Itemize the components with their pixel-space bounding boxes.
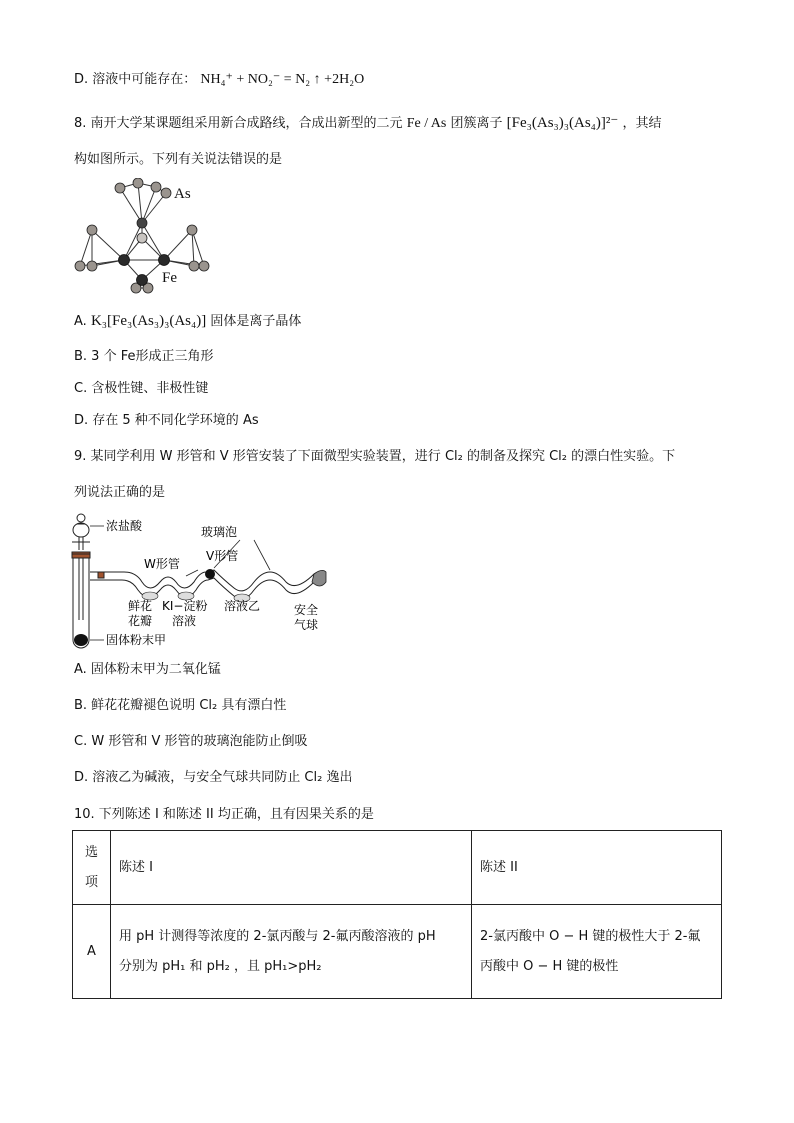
- row-a-statement-1-line2: 分别为 pH₁ 和 pH₂ ，且 pH₁>pH₂: [119, 958, 322, 974]
- row-a-option: A: [73, 905, 111, 999]
- ki-starch-label-2: 溶液: [172, 614, 197, 628]
- glass-bulb-label: 玻璃泡: [201, 525, 238, 539]
- cluster-structure-figure: [72, 178, 222, 298]
- q8-stem-line2: 构如图所示。下列有关说法错误的是: [74, 152, 283, 167]
- q8-stem-start: 8. 南开大学某课题组采用新合成路线，合成出新型的二元: [74, 116, 403, 131]
- fe-label: Fe: [162, 270, 177, 286]
- row-a-statement-2-line2: 丙酸中 O − H 键的极性: [480, 958, 619, 974]
- safety-balloon-label-1: 安全: [294, 603, 319, 617]
- header-option-cell: [73, 831, 111, 905]
- header-option-line1: 选: [84, 844, 98, 860]
- glass-bulb: [205, 569, 215, 579]
- q9-stem-line2: 列说法正确的是: [74, 485, 166, 500]
- q8-option-a: [74, 311, 301, 332]
- dropper-funnel: [72, 514, 90, 550]
- row-a-statement-2-line1: 2-氯丙酸中 O − H 键的极性大于 2-氟: [480, 928, 701, 944]
- q8-option-a-text: 固体是离子晶体: [210, 314, 302, 329]
- q9-option-a: A. 固体粉末甲为二氧化锰: [74, 662, 221, 677]
- q9-option-b: B. 鲜花花瓣褪色说明 Cl₂ 具有漂白性: [74, 698, 287, 713]
- q8-stem-mid: 团簇离子: [450, 116, 503, 131]
- q8-option-a-label: A.: [74, 314, 87, 329]
- q8-stem-formula: [Fe₃(As₃)₃(As₄)]²⁻: [506, 115, 619, 131]
- q7-option-d: [74, 70, 364, 90]
- q8-stem-line1: [74, 113, 661, 134]
- q9-option-d: D. 溶液乙为碱液，与安全气球共同防止 Cl₂ 逸出: [74, 770, 353, 785]
- header-statement-1: 陈述 I: [111, 831, 472, 905]
- q8-option-d: D. 存在 5 种不同化学环境的 As: [74, 413, 259, 428]
- q8-option-c: C. 含极性键、非极性键: [74, 381, 209, 396]
- apparatus-figure: [64, 510, 334, 658]
- row-a-statement-1: [111, 905, 472, 999]
- q8-option-b: B. 3 个 Fe形成正三角形: [74, 349, 214, 364]
- label-leaders: [90, 526, 270, 576]
- row-a-statement-1-line1: 用 pH 计测得等浓度的 2-氯丙酸与 2-氟丙酸溶液的 pH: [119, 928, 436, 944]
- solid-powder-label: 固体粉末甲: [106, 633, 167, 647]
- q9-option-c: C. W 形管和 V 形管的玻璃泡能防止倒吸: [74, 734, 308, 749]
- safety-balloon-label-2: 气球: [294, 618, 319, 632]
- petal-label-2: 花瓣: [128, 614, 153, 628]
- q9-stem-line1: 9. 某同学利用 W 形管和 V 形管安装了下面微型实验装置，进行 Cl₂ 的制备及探究 Cl₂ 的漂白性实验。下: [74, 449, 676, 464]
- row-a-statement-2: [472, 905, 722, 999]
- ki-starch-label-1: KI−淀粉: [162, 599, 208, 613]
- safety-balloon: [312, 570, 326, 586]
- q8-option-a-formula: K₃[Fe₃(As₃)₃(As₄)]: [90, 313, 207, 329]
- concentrated-hcl-label: 浓盐酸: [106, 519, 143, 533]
- w-tube-label: W形管: [144, 557, 180, 571]
- q10-stem: 10. 下列陈述 I 和陈述 II 均正确，且有因果关系的是: [74, 807, 374, 822]
- solution-b-label: 溶液乙: [224, 599, 261, 613]
- q8-stem-end: ，其结: [622, 116, 662, 131]
- solid-powder: [74, 634, 88, 646]
- test-tube: [72, 552, 90, 648]
- q7-option-d-equation: NH₄⁺ + NO₂⁻ = N₂ ↑ +2H₂O: [200, 72, 365, 87]
- q7-option-d-prefix: D. 溶液中可能存在：: [74, 72, 197, 87]
- q8-stem-fe-as: Fe / As: [406, 116, 447, 131]
- as-label: As: [174, 186, 191, 202]
- header-option-line2: 项: [84, 874, 98, 890]
- q10-table: [72, 830, 722, 999]
- table-header-row: [73, 831, 722, 905]
- petal-label-1: 鲜花: [128, 599, 153, 613]
- v-tube-label: V形管: [206, 549, 239, 563]
- header-statement-2: 陈述 II: [472, 831, 722, 905]
- table-row: [73, 905, 722, 999]
